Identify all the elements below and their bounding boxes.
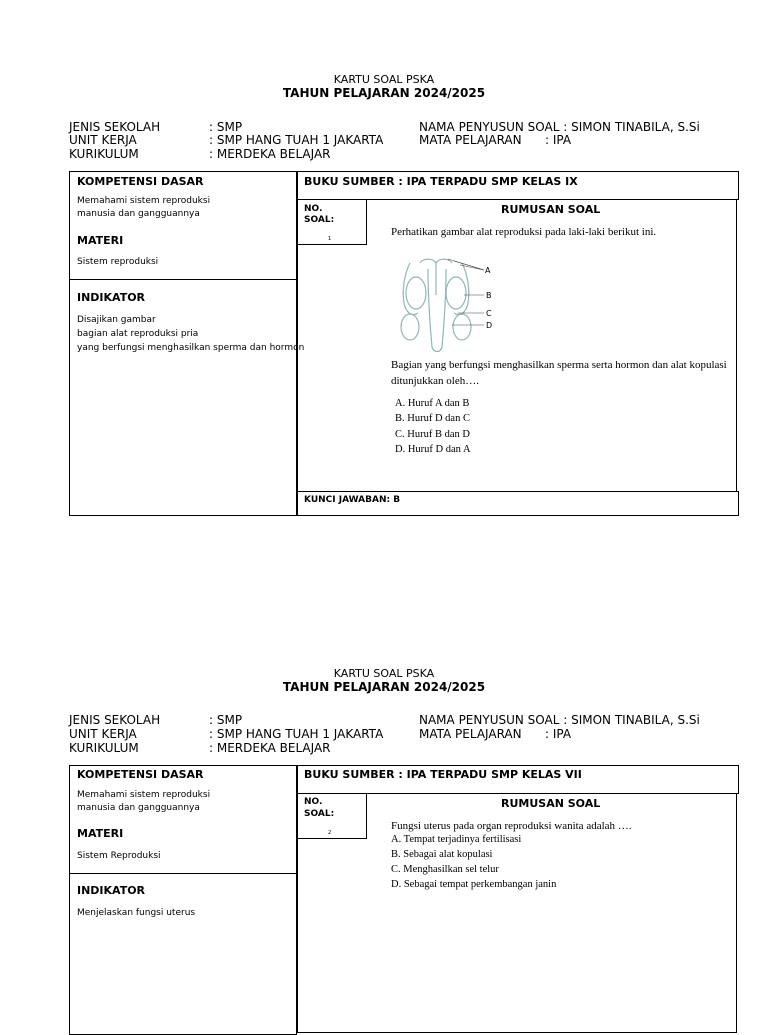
question-line-1: Bagian yang berfungsi menghasilkan sperma serta hormon dan alat kopulasi: [391, 359, 727, 371]
materi-label: MATERI: [77, 827, 124, 840]
figure-label-d: D: [486, 321, 493, 330]
card-year: TAHUN PELAJARAN 2024/2025: [282, 86, 486, 100]
kompetensi-dasar-text-1: Memahami sistem reproduksi: [77, 196, 211, 206]
materi-label: MATERI: [77, 234, 124, 247]
indikator-line-2: bagian alat reproduksi pria: [77, 329, 199, 339]
kompetensi-dasar-text-1: Memahami sistem reproduksi: [77, 790, 211, 800]
materi-value: Sistem Reproduksi: [77, 851, 161, 861]
unit-kerja-label: UNIT KERJA: [69, 727, 137, 741]
no-soal-label-1: NO.: [304, 204, 323, 214]
mata-pelajaran-value: : IPA: [545, 133, 572, 147]
no-soal-label-2: SOAL:: [304, 809, 335, 819]
penyusun-soal: NAMA PENYUSUN SOAL : SIMON TINABILA, S.Si: [419, 713, 700, 727]
no-soal-value: 2: [328, 830, 332, 836]
question-intro: Perhatikan gambar alat reproduksi pada laki-laki berikut ini.: [391, 226, 657, 238]
kurikulum-value: : MERDEKA BELAJAR: [209, 147, 331, 161]
no-soal-label-1: NO.: [304, 797, 323, 807]
no-soal-value: 1: [328, 236, 332, 242]
kurikulum-value: : MERDEKA BELAJAR: [209, 741, 331, 755]
option-b: B. Sebagai alat kopulasi: [391, 849, 493, 860]
kompetensi-dasar-label: KOMPETENSI DASAR: [77, 768, 204, 781]
divider: [69, 873, 297, 874]
kompetensi-dasar-text-2: manusia dan gangguannya: [77, 803, 200, 813]
indikator-line-1: Disajikan gambar: [77, 315, 156, 325]
card-title: KARTU SOAL PSKA: [333, 73, 435, 86]
mata-pelajaran-label: MATA PELAJARAN: [419, 727, 522, 741]
option-b: B. Huruf D dan C: [395, 413, 470, 424]
option-a: A. Huruf A dan B: [395, 398, 470, 409]
penyusun-soal: NAMA PENYUSUN SOAL : SIMON TINABILA, S.Si: [419, 120, 700, 134]
figure-label-b: B: [486, 291, 492, 300]
jenis-sekolah-label: JENIS SEKOLAH: [69, 713, 161, 727]
unit-kerja-value: : SMP HANG TUAH 1 JAKARTA: [209, 133, 384, 147]
option-c: C. Huruf B dan D: [395, 429, 470, 440]
figure-label-a: A: [485, 266, 491, 275]
rumusan-soal-label: RUMUSAN SOAL: [501, 203, 601, 216]
option-c: C. Menghasilkan sel telur: [391, 864, 499, 875]
indikator-label: INDIKATOR: [77, 884, 146, 897]
jenis-sekolah-value: : SMP: [209, 120, 243, 134]
jenis-sekolah-label: JENIS SEKOLAH: [69, 120, 161, 134]
rumusan-soal-label: RUMUSAN SOAL: [501, 797, 601, 810]
figure-label-c: C: [486, 309, 492, 318]
no-soal-label-2: SOAL:: [304, 215, 335, 225]
kurikulum-label: KURIKULUM: [69, 741, 139, 755]
option-d: D. Sebagai tempat perkembangan janin: [391, 879, 557, 890]
question-line-2: ditunjukkan oleh….: [391, 375, 479, 387]
mata-pelajaran-value: : IPA: [545, 727, 572, 741]
unit-kerja-label: UNIT KERJA: [69, 133, 137, 147]
indikator-line-1: Menjelaskan fungsi uterus: [77, 908, 196, 918]
kunci-jawaban: KUNCI JAWABAN: B: [304, 495, 401, 505]
card-year: TAHUN PELAJARAN 2024/2025: [282, 680, 486, 694]
kurikulum-label: KURIKULUM: [69, 147, 139, 161]
indikator-line-3: yang berfungsi menghasilkan sperma dan hormon: [77, 343, 305, 353]
option-a: A. Tempat terjadinya fertilisasi: [391, 834, 522, 845]
unit-kerja-value: : SMP HANG TUAH 1 JAKARTA: [209, 727, 384, 741]
option-d: D. Huruf D dan A: [395, 444, 471, 455]
buku-sumber: BUKU SUMBER : IPA TERPADU SMP KELAS IX: [304, 175, 578, 188]
materi-value: Sistem reproduksi: [77, 257, 159, 267]
buku-sumber: BUKU SUMBER : IPA TERPADU SMP KELAS VII: [304, 768, 582, 781]
question-intro: Fungsi uterus pada organ reproduksi wanita adalah ….: [391, 820, 632, 832]
card-title: KARTU SOAL PSKA: [333, 667, 435, 680]
mata-pelajaran-label: MATA PELAJARAN: [419, 133, 522, 147]
kompetensi-dasar-label: KOMPETENSI DASAR: [77, 175, 204, 188]
indikator-label: INDIKATOR: [77, 291, 146, 304]
kompetensi-dasar-text-2: manusia dan gangguannya: [77, 209, 200, 219]
jenis-sekolah-value: : SMP: [209, 713, 243, 727]
